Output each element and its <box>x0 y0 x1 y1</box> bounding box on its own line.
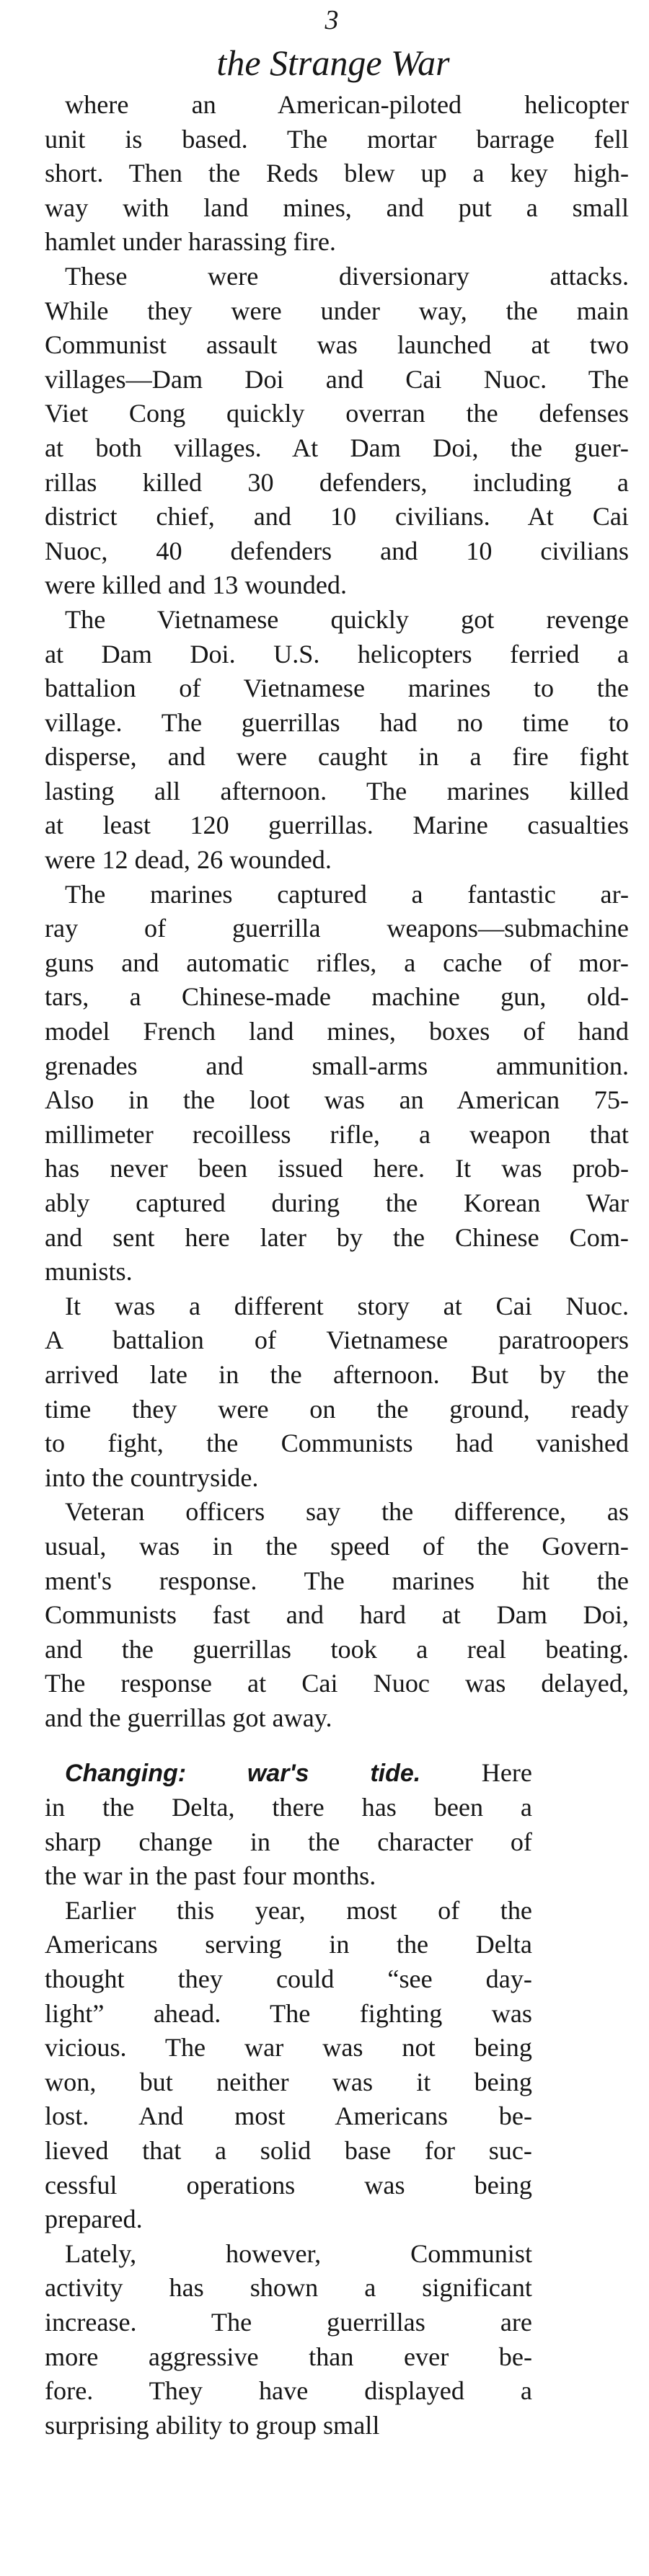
text-line: where an American-piloted helicopter <box>65 90 629 119</box>
text-line: It was a different story at Cai Nuoc. <box>65 1291 629 1320</box>
text-line: rillas killed 30 defenders, including a <box>45 467 629 497</box>
text-line: Earlier this year, most of the <box>65 1895 532 1925</box>
text-line: lieved that a solid base for suc- <box>45 2136 532 2166</box>
text-line: Communists fast and hard at Dam Doi, <box>45 1600 629 1630</box>
text-line: model French land mines, boxes of hand <box>45 1017 629 1046</box>
text-line: These were diversionary attacks. <box>65 261 629 291</box>
text-line: Also in the loot was an American 75- <box>45 1085 629 1115</box>
text-line: millimeter recoilless rifle, a weapon that <box>45 1119 629 1149</box>
text-line: sharp change in the character of <box>45 1827 532 1856</box>
text-line: A battalion of Vietnamese paratroopers <box>45 1326 629 1355</box>
text-line: lasting all afternoon. The marines killed <box>45 776 629 806</box>
text-line: lost. And most Americans be- <box>45 2101 532 2131</box>
text-line: surprising ability to group small <box>45 2410 380 2440</box>
text-line: Veteran officers say the difference, as <box>65 1497 629 1527</box>
text-line: hamlet under harassing fire. <box>45 227 336 257</box>
text-line: grenades and small-arms ammunition. <box>45 1051 629 1080</box>
text-line: way with land mines, and put a small <box>45 193 629 222</box>
text-line: villages—Dam Doi and Cai Nuoc. The <box>45 364 629 394</box>
text-line: and the guerrillas took a real beating. <box>45 1634 629 1664</box>
text-line: into the countryside. <box>45 1463 259 1492</box>
text-line: in the Delta, there has been a <box>45 1793 532 1822</box>
text-line: increase. The guerrillas are <box>45 2308 532 2337</box>
text-line: munists. <box>45 1257 133 1287</box>
text-line: The Vietnamese quickly got revenge <box>65 604 629 634</box>
text-line: light” ahead. The fighting was <box>45 1998 532 2028</box>
text-line: won, but neither was it being <box>45 2067 532 2096</box>
text-line: Nuoc, 40 defenders and 10 civilians <box>45 536 629 565</box>
text-line: at least 120 guerrillas. Marine casualties <box>45 811 629 840</box>
text-line: guns and automatic rifles, a cache of mor- <box>45 948 629 977</box>
text-line: the war in the past four months. <box>45 1861 376 1891</box>
article-paragraph <box>45 878 629 1289</box>
article-paragraph <box>45 1289 629 1496</box>
text-line: The marines captured a fantastic ar- <box>65 879 629 909</box>
text-line: village. The guerrillas had no time to <box>45 707 629 737</box>
article-paragraph <box>45 88 629 260</box>
page-number: 3 <box>324 5 339 35</box>
text-line: Communist assault was launched at two <box>45 330 629 360</box>
text-line: cessful operations was being <box>45 2170 532 2200</box>
article-body-wide <box>45 88 629 1736</box>
text-line: The response at Cai Nuoc was delayed, <box>45 1669 629 1698</box>
text-line: Lately, however, Communist <box>65 2238 532 2268</box>
text-line: Americans serving in the Delta <box>45 1930 532 1959</box>
text-line: activity has shown a significant <box>45 2273 532 2303</box>
text-line: and sent here later by the Chinese Com- <box>45 1222 629 1252</box>
article-body-narrow <box>45 1756 532 2443</box>
text-line: more aggressive than ever be- <box>45 2342 532 2371</box>
text-line: unit is based. The mortar barrage fell <box>45 124 629 154</box>
text-line: at both villages. At Dam Doi, the guer- <box>45 433 629 462</box>
text-line: vicious. The war was not being <box>45 2033 532 2063</box>
text-line: has never been issued here. It was prob- <box>45 1154 629 1183</box>
article-paragraph <box>45 1756 532 1894</box>
text-line: tars, a Chinese-made machine gun, old- <box>45 982 629 1012</box>
text-line: district chief, and 10 civilians. At Cai <box>45 502 629 531</box>
text-line <box>45 1756 532 1791</box>
text-line: were killed and 13 wounded. <box>45 570 348 600</box>
text-line: Viet Cong quickly overran the defenses <box>45 399 629 428</box>
text-line: time they were on the ground, ready <box>45 1394 629 1424</box>
text-line: were 12 dead, 26 wounded. <box>45 845 332 875</box>
text-line: disperse, and were caught in a fire fight <box>45 742 629 772</box>
section-subhead: Changing: war's tide. <box>65 1759 421 1787</box>
article-paragraph <box>45 2237 532 2443</box>
article-paragraph <box>45 1495 629 1735</box>
text-run: Here <box>481 1757 532 1787</box>
running-title: the Strange War <box>216 43 450 83</box>
text-line: arrived late in the afternoon. But by the <box>45 1359 629 1389</box>
article-paragraph <box>45 260 629 603</box>
text-line: fore. They have displayed a <box>45 2376 532 2406</box>
text-line: short. Then the Reds blew up a key high- <box>45 159 629 188</box>
text-line: usual, was in the speed of the Govern- <box>45 1531 629 1561</box>
article-paragraph <box>45 1894 532 2237</box>
text-line: ably captured during the Korean War <box>45 1188 629 1217</box>
text-line: prepared. <box>45 2205 143 2234</box>
text-line: ray of guerrilla weapons—submachine <box>45 914 629 943</box>
text-line: While they were under way, the main <box>45 296 629 325</box>
text-line: and the guerrillas got away. <box>45 1703 332 1732</box>
text-line: at Dam Doi. U.S. helicopters ferried a <box>45 639 629 669</box>
text-line: battalion of Vietnamese marines to the <box>45 674 629 703</box>
text-line: to fight, the Communists had vanished <box>45 1429 629 1458</box>
text-line: ment's response. The marines hit the <box>45 1566 629 1595</box>
text-line: thought they could “see day- <box>45 1964 532 1994</box>
article-paragraph <box>45 603 629 878</box>
